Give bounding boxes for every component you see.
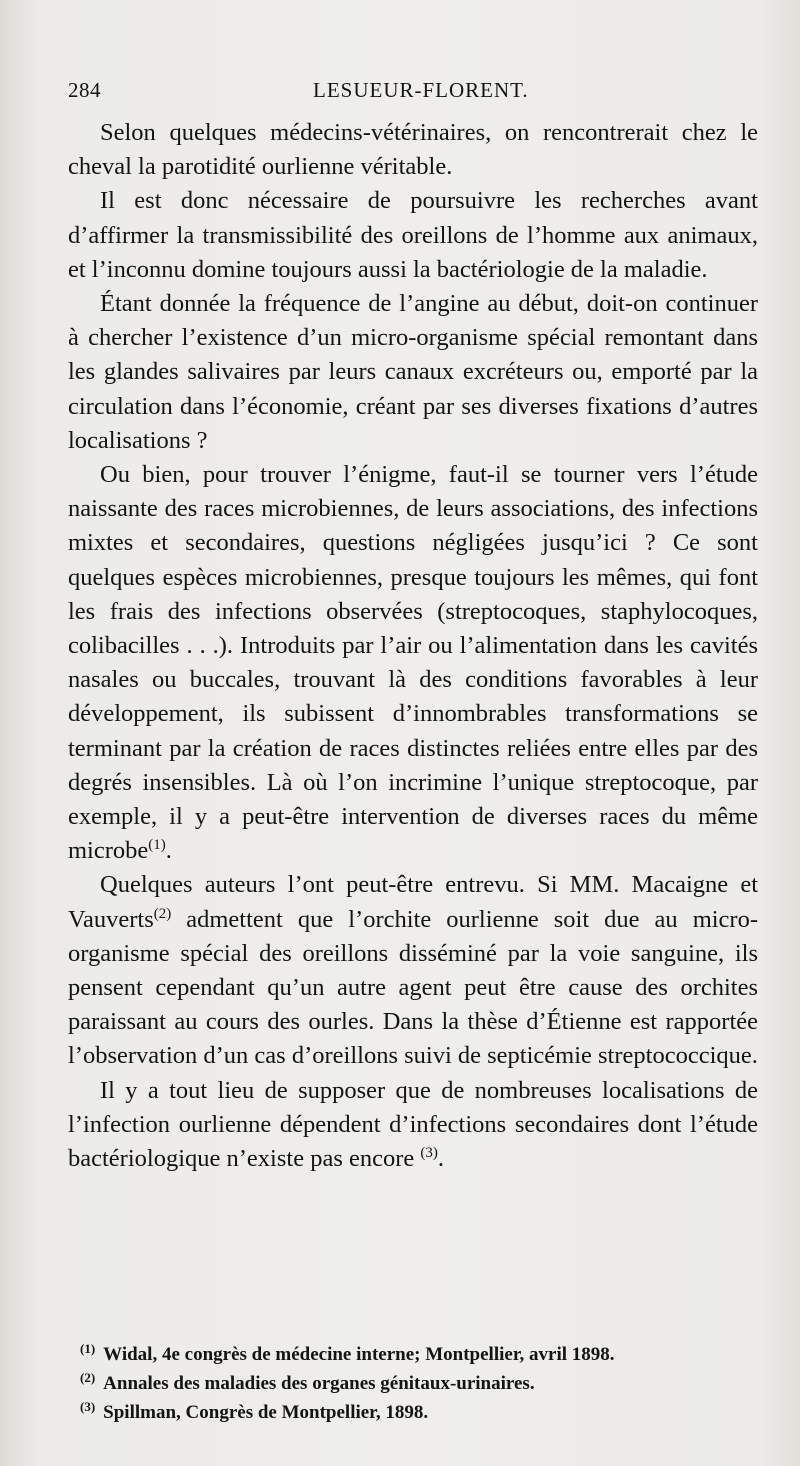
- paragraph-text: Quelques auteurs l’ont peut-être entrevu. Si MM. Macaigne et Vauverts: [68, 871, 758, 933]
- footnote-text: Annales des maladies des organes génitaux-urinaires.: [103, 1373, 535, 1394]
- footnote: [80, 1369, 740, 1398]
- running-title: LESUEUR-FLORENT.: [313, 78, 529, 102]
- paragraph: Étant donnée la fréquence de l’angine au début, doit-on continuer à chercher l’existence d’un micro-organisme spécial remontant dans les glandes salivaires par leurs canaux excréteurs ou, emporté par la circulation dans l’économie, créant par ses diverses fixations d’autres localisations ?: [68, 290, 758, 454]
- page-header: [68, 78, 748, 110]
- paragraph: Selon quelques médecins-vétérinaires, on rencontrerait chez le cheval la parotidité ourlienne véritable.: [68, 119, 758, 181]
- footnote-reference: (3): [420, 1144, 438, 1161]
- body-text: [68, 116, 758, 1176]
- footnotes: [80, 1340, 740, 1427]
- footnote-text: Widal, 4e congrès de médecine interne; Montpellier, avril 1898.: [103, 1344, 615, 1365]
- paragraph: [68, 868, 758, 1073]
- footnote-mark: (3): [80, 1398, 96, 1414]
- paragraph: [68, 458, 758, 868]
- footnote-reference: (1): [148, 837, 166, 854]
- footnote-mark: (2): [80, 1369, 96, 1385]
- footnote: [80, 1340, 740, 1369]
- footnote-text: Spillman, Congrès de Montpellier, 1898.: [103, 1402, 429, 1423]
- paragraph-text: Il y a tout lieu de supposer que de nombreuses localisations de l’infection ourlienne dépendent d’infections secondaires dont l’étude bactériologique n’existe pas encore: [68, 1076, 758, 1173]
- footnote-mark: (1): [80, 1340, 96, 1356]
- paragraph-text: .: [165, 837, 172, 865]
- footnote-reference: (2): [153, 905, 172, 922]
- paragraph-text: Ou bien, pour trouver l’énigme, faut-il se tourner vers l’étude naissante des races microbiennes, de leurs associations, des infections mixtes et secondaires, questions négligées jusqu’ici ? Ce sont quelques espèces microbiennes, presque toujours les mêmes, qui font les frais des infections observées (streptocoques, staphylocoques, colibacilles . . .). Introduits par l’air ou l’alimentation dans les cavités nasales ou buccales, trouvant là des conditions favorables à leur développement, ils subissent d’innombrables transformations se terminant par la création de races distinctes reliées entre elles par des degrés insensibles. Là où l’on incrimine l’unique streptocoque, par exemple, il y a peut-être intervention de diverses races du même microbe: [68, 461, 758, 865]
- paragraph: Il est donc nécessaire de poursuivre les recherches avant d’affirmer la transmissibilité des oreillons de l’homme aux animaux, et l’inconnu domine toujours aussi la bactériologie de la maladie.: [68, 187, 758, 283]
- paragraph: [68, 1074, 758, 1177]
- page-number: 284: [68, 78, 101, 102]
- paragraph-text: admettent que l’orchite ourlienne soit due au micro-organisme spécial des oreillons disséminé par la voie sanguine, ils pensent cependant qu’un autre agent peut être cause des orchites paraissant au cours des ourles. Dans la thèse d’Étienne est rapportée l’observation d’un cas d’oreillons suivi de septicémie streptococcique.: [68, 905, 758, 1070]
- footnote: [80, 1398, 740, 1427]
- paragraph-text: .: [437, 1145, 445, 1173]
